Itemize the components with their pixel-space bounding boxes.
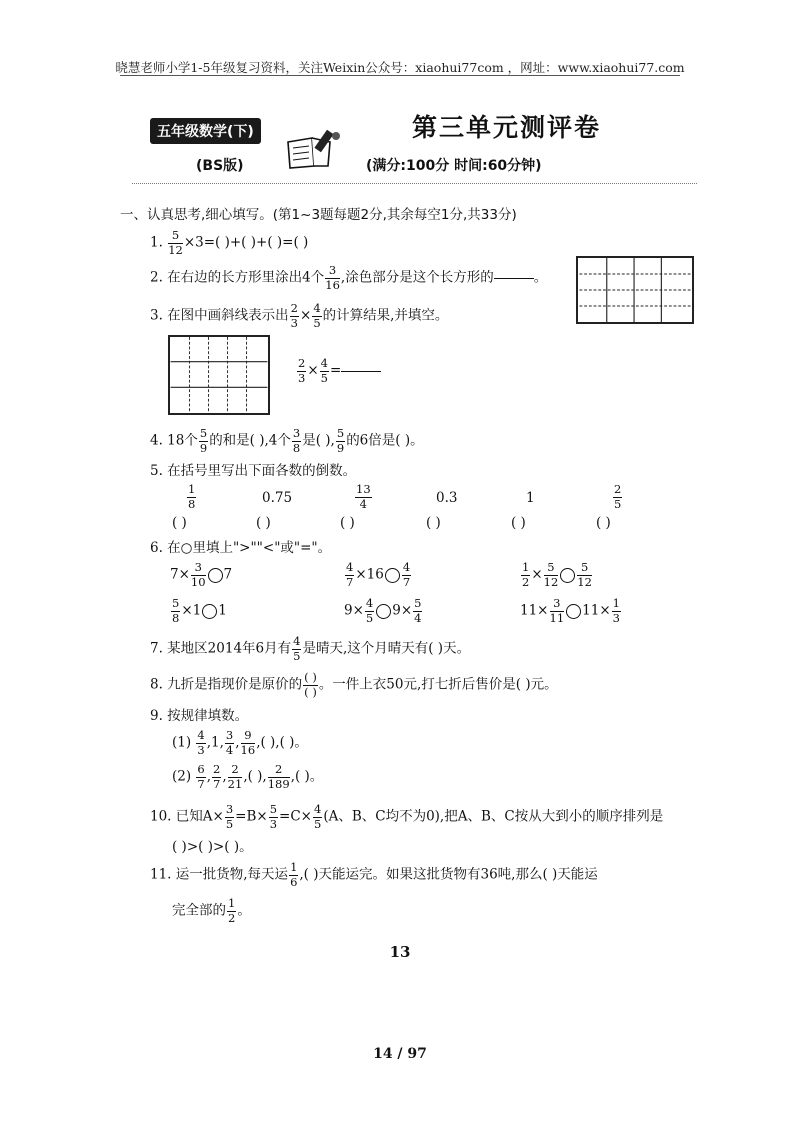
title-divider <box>132 183 697 184</box>
q6-row2-c: 11× $\frac{3}{11}$ 11× $\frac{1}{3}$ <box>520 596 620 625</box>
q1-fraction: $\frac{5}{12}$ <box>168 228 183 257</box>
question-5: 5. 在括号里写出下面各数的倒数。 <box>150 463 357 479</box>
grade-badge: 五年级数学(下) <box>150 118 261 144</box>
q3-rectangle-grid[interactable] <box>168 335 270 415</box>
section-heading: 一、认真思考,细心填写。(第1~3题每题2分,其余每空1分,共33分) <box>120 207 517 223</box>
q6-row1-c: $\frac{1}{2}$ × $\frac{5}{12}$ $\frac{5}{12}$ <box>522 560 592 589</box>
header-rule <box>120 75 680 76</box>
q6-row1-b: $\frac{4}{7}$ ×16 $\frac{4}{7}$ <box>346 560 411 589</box>
question-10: 10. 已知A× $\frac{3}{5}$ =B× $\frac{5}{3}$ =C× $\frac{4}{5}$ (A、B、C均不为0),把A、B、C按从大到小的顺序排列是 <box>150 802 664 831</box>
q5-blank-3[interactable]: ( ) <box>340 515 355 531</box>
question-1 <box>150 230 308 256</box>
q2-fraction: $\frac{3}{16}$ <box>325 263 340 292</box>
page-counter: 14 / 97 <box>373 1046 427 1062</box>
q2-text-b: ,涂色部分是这个长方形的 <box>340 269 494 286</box>
compare-circle[interactable] <box>560 568 575 583</box>
q6-row2-b: 9× $\frac{4}{5}$ 9× $\frac{5}{4}$ <box>344 596 422 625</box>
page-title: 第三单元测评卷 <box>412 113 602 142</box>
question-7: 7. 某地区2014年6月有 $\frac{4}{5}$ 是晴天,这个月晴天有( )天。 <box>150 634 471 663</box>
compare-circle[interactable] <box>202 604 217 619</box>
score-time-info: (满分:100分 时间:60分钟) <box>366 158 542 174</box>
q5-item-6: $\frac{2}{5}$ <box>614 482 622 511</box>
q5-item-5: 1 <box>526 490 535 506</box>
q3-fraction-2: $\frac{4}{5}$ <box>313 301 321 330</box>
q2-text-a: 2. 在右边的长方形里涂出4个 <box>150 269 325 286</box>
q2-answer-blank[interactable] <box>494 268 534 289</box>
edition-label: (BS版) <box>196 158 244 174</box>
q9-part-2: (2) $\frac{6}{7}$ , $\frac{2}{7}$ , $\frac{2}{21}$ ,( ), $\frac{2}{189}$ ,( )。 <box>172 762 324 791</box>
site-header: 晓慧老师小学1-5年级复习资料，关注Weixin公众号：xiaohui77com ，网址：www.xiaohui77.com <box>115 60 685 75</box>
question-6: 6. 在○里填上">""<"或"="。 <box>150 540 332 556</box>
q3-text-a: 3. 在图中画斜线表示出 <box>150 307 289 324</box>
q5-blank-6[interactable]: ( ) <box>596 515 611 531</box>
book-pencil-icon <box>284 128 344 170</box>
q9-part-1: (1) $\frac{4}{3}$ ,1, $\frac{3}{4}$ , $\frac{9}{16}$ ,( ),( )。 <box>172 728 308 757</box>
q10-answer-line[interactable]: ( )>( )>( )。 <box>172 839 253 855</box>
question-2 <box>150 265 547 291</box>
q3-times: × <box>300 307 312 324</box>
q5-item-1: $\frac{1}{8}$ <box>188 482 196 511</box>
compare-circle[interactable] <box>566 604 581 619</box>
compare-circle[interactable] <box>208 568 223 583</box>
q1-number: 1. <box>150 234 163 251</box>
q3-fraction-1: $\frac{2}{3}$ <box>290 301 298 330</box>
q5-blank-4[interactable]: ( ) <box>426 515 441 531</box>
page-number: 13 <box>389 943 411 961</box>
q1-expression: ×3=( )+( )+( )=( ) <box>183 234 309 251</box>
question-11-cont: 完全部的 $\frac{1}{2}$ 。 <box>172 896 251 925</box>
q6-row2-a: $\frac{5}{8}$ ×1 1 <box>172 596 227 625</box>
q8-answer-blank[interactable]: $\frac{( )}{( )}$ <box>304 670 317 699</box>
compare-circle[interactable] <box>376 604 391 619</box>
q5-blank-1[interactable]: ( ) <box>172 515 187 531</box>
q6-row1-a: 7× $\frac{3}{10}$ 7 <box>170 560 233 589</box>
question-11: 11. 运一批货物,每天运 $\frac{1}{6}$ ,( )天能运完。如果这批货物有36吨,那么( )天能运 <box>150 860 598 889</box>
question-9: 9. 按规律填数。 <box>150 708 249 724</box>
q2-text-c: 。 <box>533 269 548 286</box>
q3-answer-blank[interactable] <box>341 361 381 382</box>
compare-circle[interactable] <box>385 568 400 583</box>
question-4: 4. 18个 $\frac{5}{9}$ 的和是( ),4个 $\frac{3}{8}$ 是( ), $\frac{5}{9}$ 的6倍是( )。 <box>150 426 424 455</box>
question-8: 8. 九折是指现价是原价的 $\frac{( )}{( )}$ 。一件上衣50元,打七折后售价是( )元。 <box>150 670 558 699</box>
q3-text-b: 的计算结果,并填空。 <box>322 307 449 324</box>
q3-equation: $\frac{2}{3}$ × $\frac{4}{5}$ = <box>296 358 381 384</box>
q5-blank-5[interactable]: ( ) <box>511 515 526 531</box>
q5-item-2: 0.75 <box>262 490 293 506</box>
q5-blank-2[interactable]: ( ) <box>256 515 271 531</box>
q2-rectangle-grid[interactable] <box>576 256 694 324</box>
question-3 <box>150 303 448 329</box>
q5-item-4: 0.3 <box>436 490 458 506</box>
q5-item-3: $\frac{13}{4}$ <box>356 482 371 511</box>
